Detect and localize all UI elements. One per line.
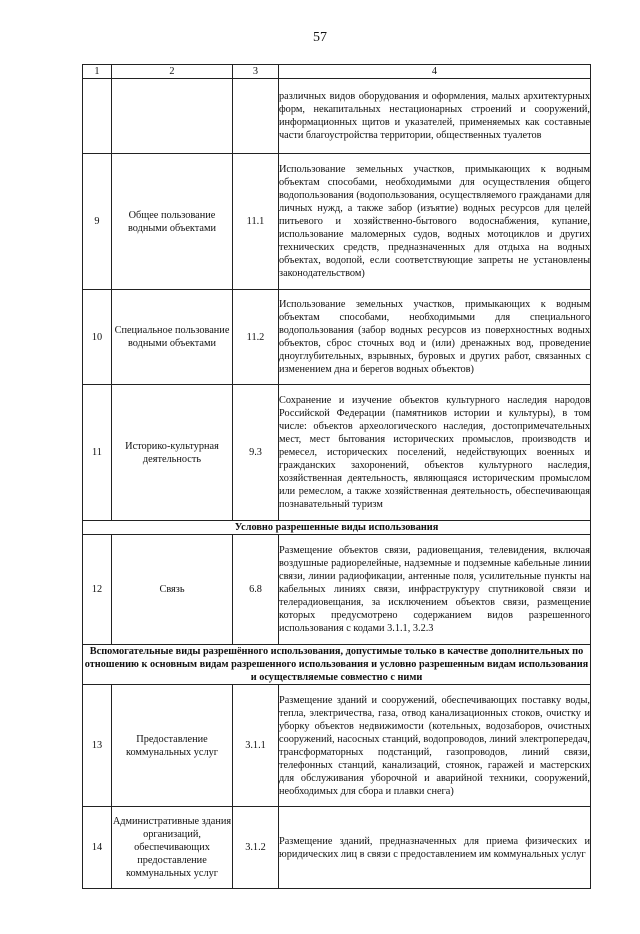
table-row-continuation	[83, 79, 591, 154]
table-row	[83, 807, 591, 889]
row-number: 14	[83, 807, 112, 889]
section-heading-auxiliary: Вспомогательные виды разрешённого использования, допустимые только в качестве дополнительных по отношению к основным видам разрешенного использования и условно разрешенным видам использования и осуществляемые совместно с ними	[83, 645, 591, 685]
row-description: Размещение объектов связи, радиовещания, телевидения, включая воздушные радиорелейные, надземные и подземные кабельные линии связи, линии радиофикации, антенные поля, усилительные пункты на кабельных линиях связи, инфраструктуру спутниковой связи и телерадиовещания, за исключением объектов связи, размещение которых предусмотрено содержанием видов разрешенного использования с кодами 3.1.1, 3.2.3	[279, 535, 591, 645]
table-row	[83, 154, 591, 290]
row-code: 11.2	[233, 290, 279, 385]
table-row	[83, 385, 591, 521]
row-name: Общее пользование водными объектами	[112, 154, 233, 290]
row-description: Сохранение и изучение объектов культурного наследия народов Российской Федерации (памятников истории и культуры), в том числе: объектов археологического наследия, достопримечательных мест, мест бытования исторических промыслов, производств и ремесел, исторических поселений, недействующих военных и гражданских захоронений, объектов культурного наследия, хозяйственная деятельность, являющаяся историческим промыслом или ремеслом, а также хозяйственная деятельность, обеспечивающая познавательный туризм	[279, 385, 591, 521]
row-name: Историко-культурная деятельность	[112, 385, 233, 521]
row-code: 3.1.1	[233, 685, 279, 807]
header-col-4: 4	[279, 65, 591, 79]
row-number: 12	[83, 535, 112, 645]
land-use-table	[82, 64, 591, 889]
row-code: 11.1	[233, 154, 279, 290]
row-code: 9.3	[233, 385, 279, 521]
row-name: Специальное пользование водными объектами	[112, 290, 233, 385]
table-row	[83, 290, 591, 385]
section-heading-row	[83, 521, 591, 535]
row-description: различных видов оборудования и оформления, малых архитектурных форм, некапитальных нестационарных строений и сооружений, информационных щитов и указателей, применяемых как составные части благоустройства территории, общественных туалетов	[279, 79, 591, 154]
row-number: 9	[83, 154, 112, 290]
table-header-row	[83, 65, 591, 79]
section-heading-conditional: Условно разрешенные виды использования	[83, 521, 591, 535]
header-col-2: 2	[112, 65, 233, 79]
row-name: Предоставление коммунальных услуг	[112, 685, 233, 807]
row-code: 3.1.2	[233, 807, 279, 889]
table-row	[83, 535, 591, 645]
row-number: 13	[83, 685, 112, 807]
row-number: 10	[83, 290, 112, 385]
row-number-cell	[83, 79, 112, 154]
row-code: 6.8	[233, 535, 279, 645]
row-name: Административные здания организаций, обеспечивающих предоставление коммунальных услуг	[112, 807, 233, 889]
row-name-cell	[112, 79, 233, 154]
page-number: 57	[313, 30, 327, 45]
row-code-cell	[233, 79, 279, 154]
header-col-3: 3	[233, 65, 279, 79]
row-description: Размещение зданий, предназначенных для приема физических и юридических лиц в связи с предоставлением им коммунальных услуг	[279, 807, 591, 889]
table-row	[83, 685, 591, 807]
row-description: Размещение зданий и сооружений, обеспечивающих поставку воды, тепла, электричества, газа, отвод канализационных стоков, очистку и уборку объектов недвижимости (котельных, водозаборов, очистных сооружений, насосных станций, водопроводов, линий электропередач, трансформаторных подстанций, газопроводов, линий связи, телефонных станций, канализаций, стоянок, гаражей и мастерских для обслуживания уборочной и аварийной техники, сооружений, необходимых для сбора и плавки снега)	[279, 685, 591, 807]
section-heading-row	[83, 645, 591, 685]
row-name: Связь	[112, 535, 233, 645]
row-description: Использование земельных участков, примыкающих к водным объектам способами, необходимыми для специального водопользования (забор водных ресурсов из поверхностных водных объектов, сброс сточных вод и (или) дренажных вод, проведение дноуглубительных, взрывных, буровых и других работ, связанных с изменением дна и берегов водных объектов)	[279, 290, 591, 385]
row-number: 11	[83, 385, 112, 521]
header-col-1: 1	[83, 65, 112, 79]
row-description: Использование земельных участков, примыкающих к водным объектам способами, необходимыми для осуществления общего водопользования (водопользования, осуществляемого гражданами для личных нужд, а также забор (изъятие) водных ресурсов для целей питьевого и хозяйственно-бытового водоснабжения, купание, использование маломерных судов, водных мотоциклов и других технических средств, предназначенных для отдыха на водных объектах, водопой, если соответствующие запреты не установлены законодательством)	[279, 154, 591, 290]
